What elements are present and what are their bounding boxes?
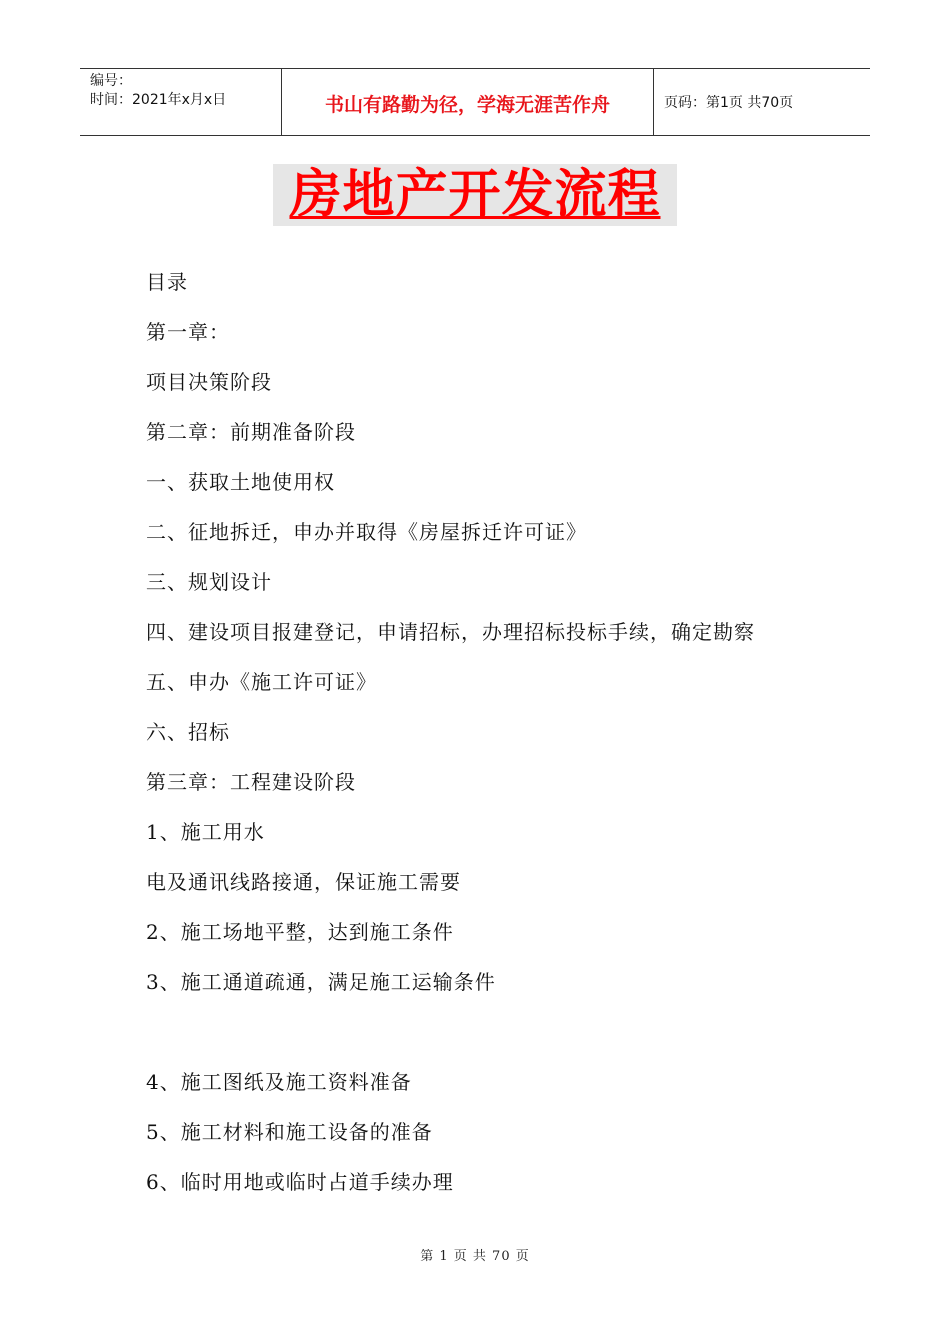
toc-line: 项目决策阶段 — [146, 370, 272, 394]
toc-line: 第三章：工程建设阶段 — [146, 770, 356, 794]
toc-line: 三、规划设计 — [146, 570, 272, 594]
toc-line: 5、施工材料和施工设备的准备 — [146, 1120, 433, 1144]
toc-line: 3、施工通道疏通，满足施工运输条件 — [146, 970, 496, 994]
table-of-contents — [146, 262, 846, 1212]
page-footer: 第 1 页 共 70 页 — [420, 1249, 530, 1264]
toc-line: 第一章： — [146, 320, 230, 344]
toc-line: 1、施工用水 — [146, 820, 265, 844]
header-table — [80, 68, 870, 136]
header-meta-cell — [80, 69, 282, 135]
toc-line: 电及通讯线路接通，保证施工需要 — [146, 870, 461, 894]
toc-line: 五、申办《施工许可证》 — [146, 670, 377, 694]
toc-line: 6、临时用地或临时占道手续办理 — [146, 1170, 454, 1194]
toc-line: 四、建设项目报建登记，申请招标，办理招标投标手续，确定勘察 — [146, 620, 755, 644]
toc-line: 4、施工图纸及施工资料准备 — [146, 1070, 412, 1094]
document-time-label: 时间：2021年x月x日 — [90, 92, 227, 108]
toc-line: 一、获取土地使用权 — [146, 470, 335, 494]
toc-blank-line — [146, 1012, 846, 1062]
header-motto: 书山有路勤为径，学海无涯苦作舟 — [282, 69, 654, 135]
document-number-label: 编号： — [90, 73, 132, 89]
toc-line: 2、施工场地平整，达到施工条件 — [146, 920, 454, 944]
toc-line: 二、征地拆迁，申办并取得《房屋拆迁许可证》 — [146, 520, 587, 544]
document-title: 房地产开发流程 — [273, 164, 677, 226]
toc-line: 六、招标 — [146, 720, 230, 744]
toc-line: 第二章：前期准备阶段 — [146, 420, 356, 444]
toc-line: 目录 — [146, 270, 188, 294]
header-page-info: 页码：第1页 共70页 — [664, 95, 794, 111]
